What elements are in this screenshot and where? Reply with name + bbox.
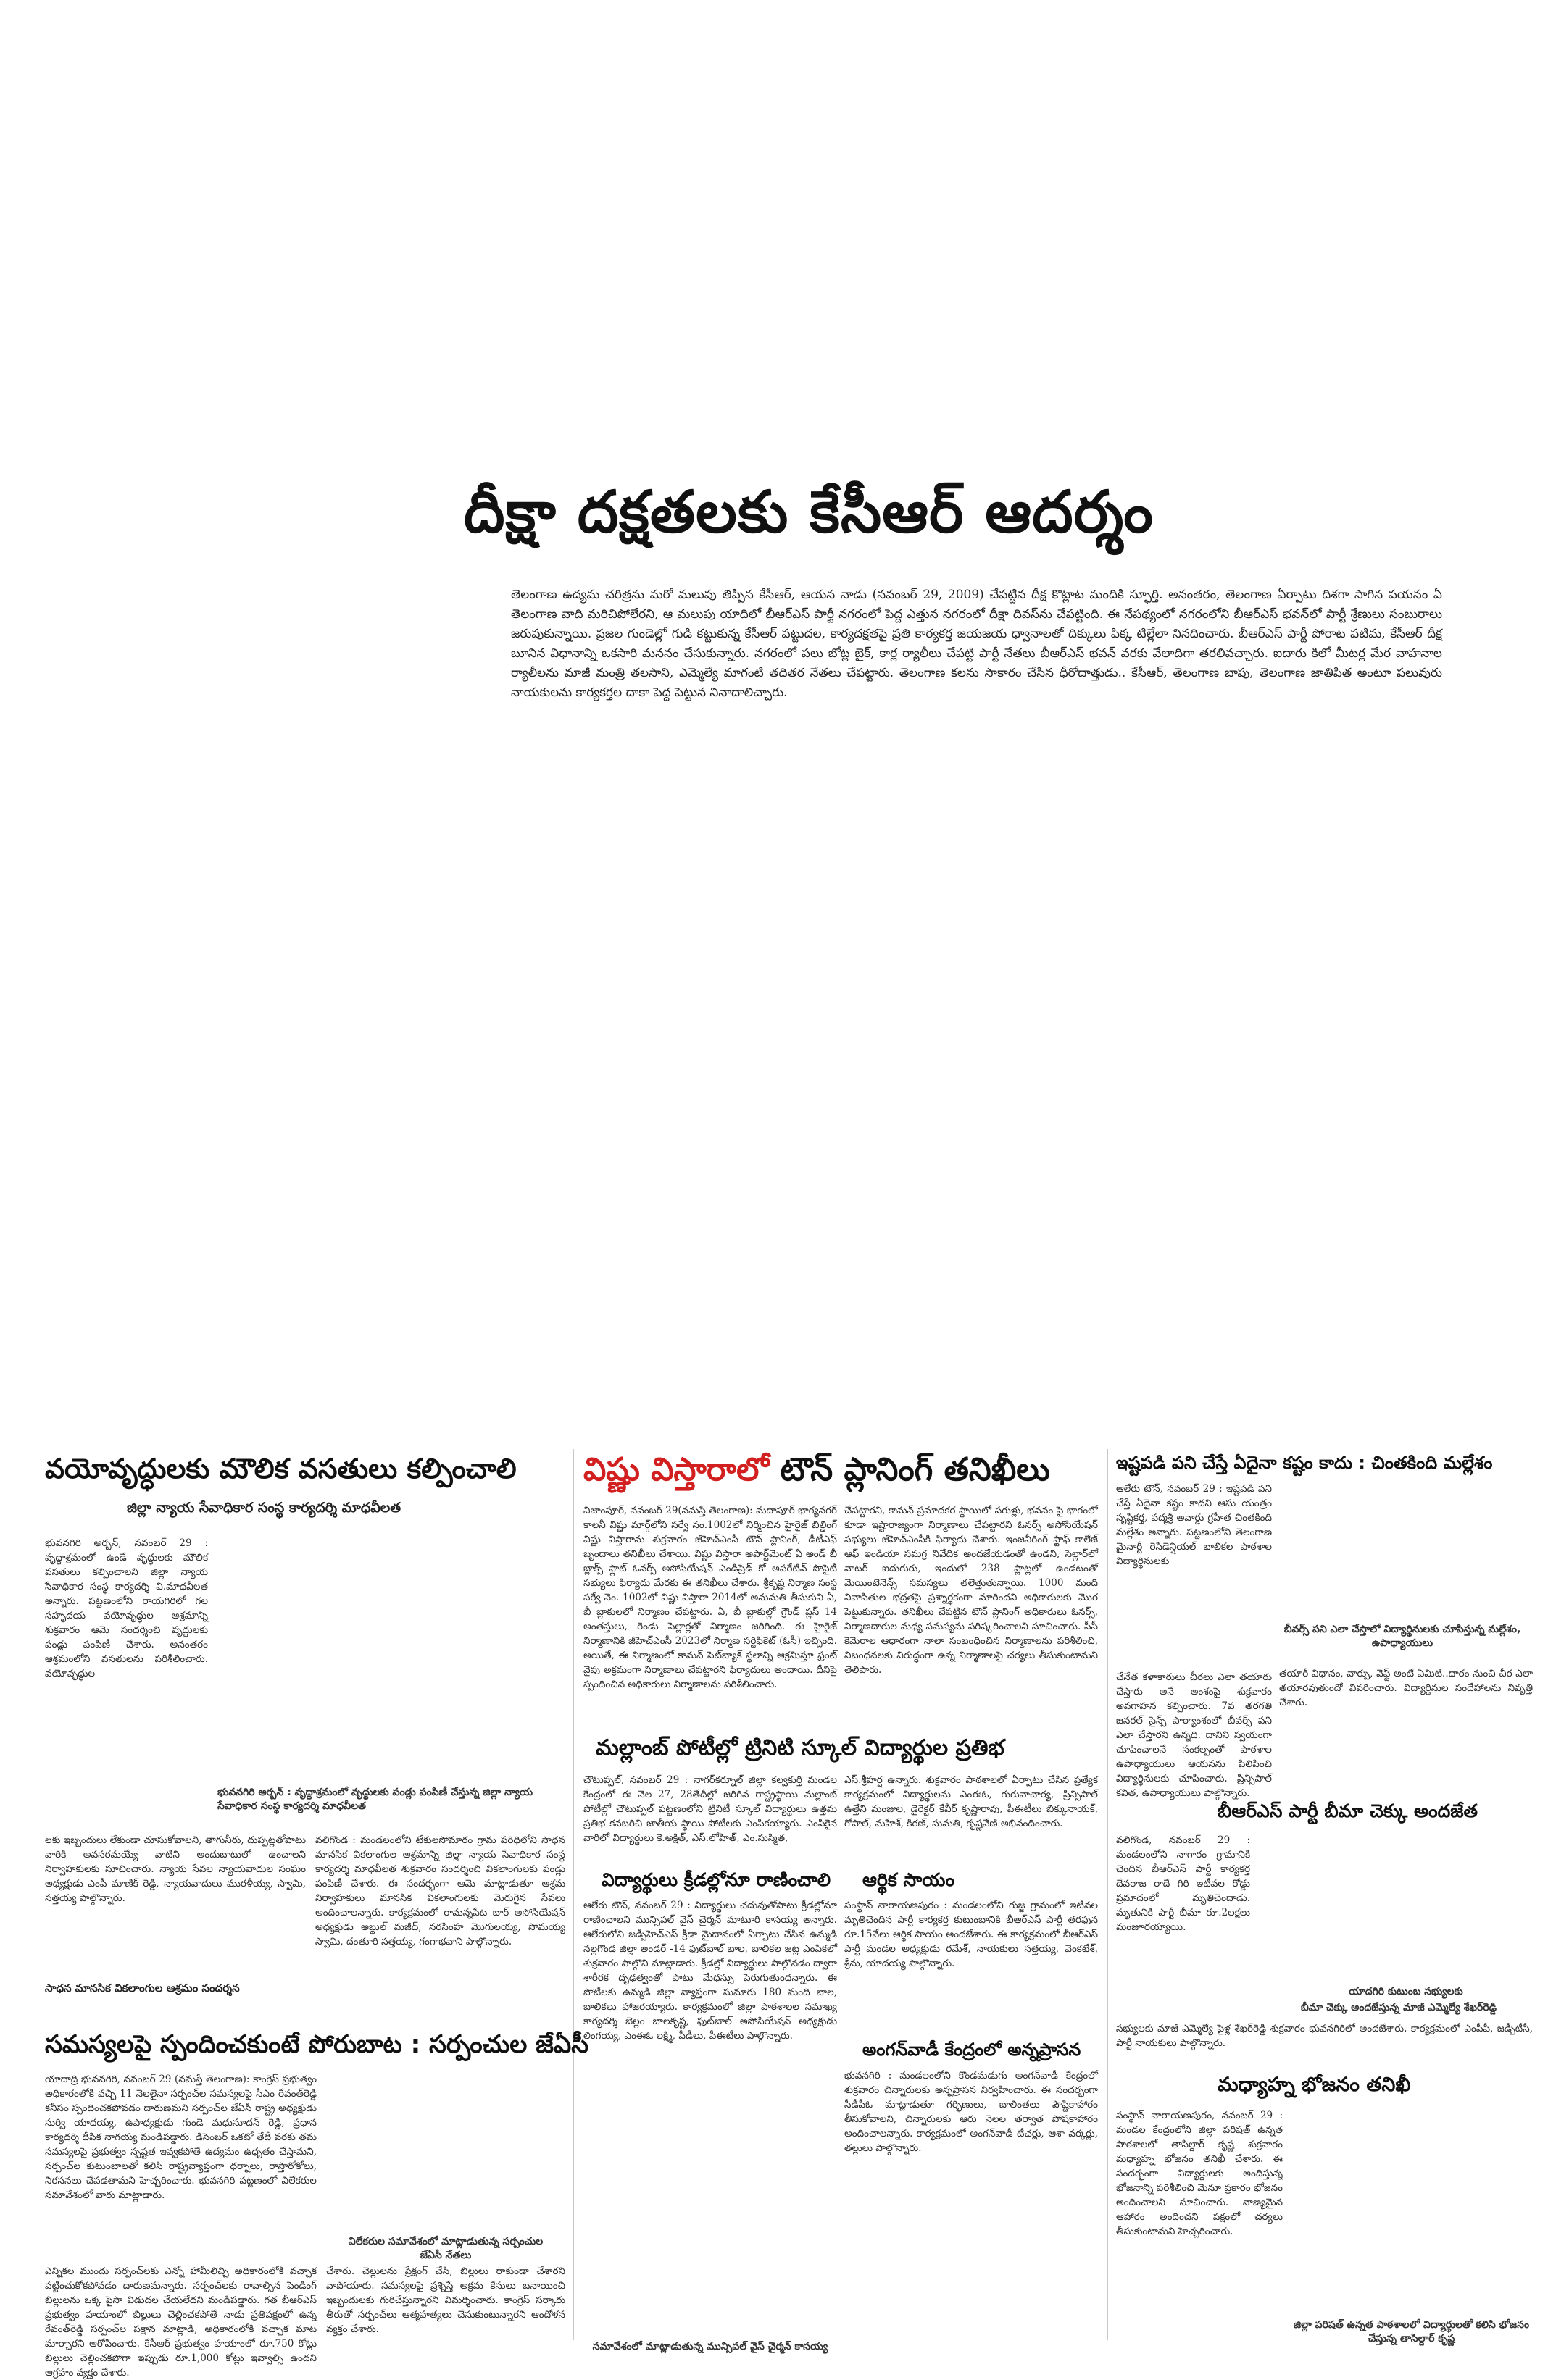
col2-sub2: మల్లాంబ్ పోటీల్లో ట్రినిటి స్కూల్ విద్యార్థుల ప్రతిభ [596, 1735, 1004, 1761]
col1-body-wide: లకు ఇబ్బందులు లేకుండా చూసుకోవాలని, తాగునీరు, దుప్పట్లతోపాటు వారికి అవసరమయ్యే వాటిని అందుబాటులో ఉంచాలని నిర్వాహకులకు సూచించారు. న్యాయ సేవల న్యాయవాదుల సంఘం అధ్యక్షుడు ఎంపీ మాణిక్ రెడ్డి, న్యాయవాదులు మురళీయ్య, స్వామి, సత్తయ్య పాల్గొన్నారు. [45, 1834, 306, 1904]
col3-caption2: బీమా చెక్కు అందజేస్తున్న మాజీ ఎమ్మెల్యే శేఖర్‌రెడ్డి [1300, 2002, 1497, 2013]
news-photo [217, 1532, 565, 1829]
news-photo [1290, 2105, 1533, 2318]
col3-headline: ఇష్టపడి పని చేస్తే ఏదైనా కష్టం కాదు : చింతకింది మల్లేశం [1116, 1453, 1493, 1473]
col2-headline-rest: టౌన్ ప్లానింగ్ తనిఖీలు [769, 1451, 1050, 1488]
col3-caption: బీవర్స్ పని ఎలా చేస్తాలో విద్యార్థినులకు చూపిస్తున్న మల్లేశం, ఉపాధ్యాయులు [1283, 1624, 1521, 1649]
col2-sub2-right: ఎస్.శ్రీహర్ష ఉన్నారు. శుక్రవారం పాఠశాలలో ఏర్పాటు చేసిన ప్రత్యేక కార్యక్రమంలో విద్యార్థులను ఎంఈఓ, గురువాచార్య, ప్రిన్సిపాల్ ఉత్తేని మంజుల, డైరెక్టర్ కేవీర్ కృష్ణారావు, పీఈటీలు బిక్కునాయక్, గోపాల్, మహేశ్, కిరణ్, సుమతి, కృష్ణవేణి అభినందించారు. [844, 1774, 1098, 1829]
col1b-right-text: చేశారు. చెల్లులను ప్రేక్షంగ్ చేసి, బిల్లులు రాకుండా చేశారని వాపోయారు. సమస్యలపై ప్రశ్నిస్తే అక్రమ కేసులు బనాయించి ఇబ్బందులకు గురిచేస్తున్నారని విమర్శించారు. కాంగ్రెస్ సర్కారు తీరుతో సర్పంచ్‌లు ఆత్మహత్యలు చేసుకుంటున్నారని ఆందోళన వ్యక్తం చేశారు. [326, 2266, 565, 2335]
col1-mini-body: వలిగొండ : మండలంలోని టేకులసోమారం గ్రామ పరిధిలోని సాధన మానసిక వికలాంగుల ఆశ్రమాన్ని జిల్లా న్యాయ సేవాధికార సంస్థ కార్యదర్శి మాధవీలత శుక్రవారం సందర్శించి వికలాంగులకు పండ్లు పంపిణీ చేశారు. ఈ సందర్భంగా ఆమె మాట్లాడుతూ ఆశ్రమ నిర్వాహకులు మానసిక వికలాంగులకు మెరుగైన సేవలు అందించాలన్నారు. కార్యక్రమంలో రామన్నపేట బార్ అసోసియేషన్ అధ్యక్షుడు అబ్దుల్ మజీద్, నరసింహ మొగులయ్య, సోమయ్య స్వామి, దంతూరి సత్తయ్య, గంగాభవాని పాల్గొన్నారు. [315, 1834, 565, 1947]
col2-sub2-left: చౌటుప్పల్, నవంబర్ 29 : నాగర్‌కర్నూల్ జిల్లా కల్వకుర్తి మండల కేంద్రంలో ఈ నెల 27, 28తేదీల్లో జరిగిన రాష్ట్రస్థాయి మల్లాంబ్ పోటీల్లో చౌటుప్పల్ పట్టణంలోని ట్రినిటీ స్కూల్ విద్యార్థులు ఉత్తమ ప్రతిభ కనబరిచి జాతీయ స్థాయి పోటీలకు ఎంపికయ్యారు. ఎంపికైన వారిలో విద్యార్థులు కె.అక్షిత్, ఎస్.లోహిత్, ఎం.సుస్మిత, [583, 1774, 837, 1844]
col1b-body-narrow: యాదాద్రి భువనగిరి, నవంబర్ 29 (నమస్తే తెలంగాణ): కాంగ్రెస్ ప్రభుత్వం అధికారంలోకి వచ్చి 11 నెలలైనా సర్పంచ్‌ల సమస్యలపై సీఎం రేవంత్‌రెడ్డి కనీసం స్పందించకపోవడం దారుణమని సర్పంచ్‌ల జేఏసీ రాష్ట్ర అధ్యక్షుడు సుర్వి యాదయ్య, ఉపాధ్యక్షుడు గుండె మధుసూదన్ రెడ్డి, ప్రధాన కార్యదర్శి దీపిక నాగయ్య మండిపడ్డారు. డిసెంబర్ ఒకటో తేదీ వరకు తమ సమస్యలపై ప్రభుత్వం స్పష్టత ఇవ్వకపోతే ఉద్యమం ఉధృతం చేస్తామని, సర్పంచ్‌ల కుటుంబాలతో కలిసి రాష్ట్రవ్యాప్తంగా ధర్నాలు, రాస్తారోకోలు, నిరసనలు చేపడతామని హెచ్చరించారు. భువనగిరి పట్టణంలో విలేకరుల సమావేశంలో వారు మాట్లాడారు. [45, 2074, 317, 2201]
col2-sub5-body: భువనగిరి : మండలంలోని కొండమడుగు అంగన్‌వాడీ కేంద్రంలో శుక్రవారం చిన్నారులకు అన్నప్రాసన నిర్వహించారు. ఈ సందర్భంగా సీడీపీఓ మాట్లాడుతూ గర్భిణులు, బాలింతలు పౌష్టికాహారం తీసుకోవాలని, చిన్నారులకు ఆరు నెలల తర్వాత పోషకాహారం అందించాలన్నారు. కార్యక్రమంలో అంగన్‌వాడీ టీచర్లు, ఆశా వర్కర్లు, తల్లులు పాల్గొన్నారు. [844, 2070, 1098, 2154]
top-story-lede: తెలంగాణ ఉద్యమ చరిత్రను మరో మలుపు తిప్పిన కేసీఆర్, ఆయన నాడు (నవంబర్ 29, 2009) చేపట్టిన దీక్ష కొట్లాట మందికి స్ఫూర్తి. అనంతరం, తెలంగాణ ఏర్పాటు దిశగా సాగిన పయనం ఏ తెలంగాణ వాది మరిచిపోలేరని, ఆ మలుపు యాదిలో బీఆర్ఎస్ పార్టీ నగరంలో పెద్ద ఎత్తున నగరంలో దీక్షా దివస్‌ను చేపట్టింది. ఈ నేపథ్యంలో నగరంలోని బీఆర్ఎస్ భవన్‌లో పార్టీ శ్రేణులు సంబురాలు జరుపుకున్నాయి. ప్రజల గుండెల్లో గుడి కట్టుకున్న కేసీఆర్ పట్టుదల, కార్యదక్షతపై ప్రతి కార్యకర్త జయజయ ధ్వానాలతో దిక్కులు పిక్క టిల్లేలా నినదించారు. బీఆర్ఎస్ పార్టీ పోరాట పటిమ, కేసీఆర్ దీక్ష బూనిన విధానాన్ని ఒకసారి మననం చేసుకున్నారు. నగరంలో పలు బోట్ల బైక్, కార్ల ర్యాలీలు చేపట్టి పార్టీ నేతలు బీఆర్ఎస్ భవన్ వరకు వేలాదిగా తరలివచ్చారు. ఐదారు కిలో మీటర్ల మేర వాహనాల ర్యాలీలను మాజీ మంత్రి తలసాని, ఎమ్మెల్యే మాగంటి తదితర నేతలు చేపట్టారు. తెలంగాణ కలను సాకారం చేసిన ధీరోదాత్తుడు.. కేసీఆర్, తెలంగాణ బాపు, తెలంగాణ జాతిపిత అంటూ పలువురు నాయకులను కార్యకర్తల దాకా పెద్ద పెట్టున నినాదాలిచ్చారు. [511, 588, 1442, 700]
col3-caption2-top: యాదగిరి కుటుంబ సభ్యులకు [1349, 1986, 1463, 1997]
col2-sub5: అంగన్‌వాడీ కేంద్రంలో అన్నప్రాసన [862, 2039, 1081, 2060]
col1-mini-headline: సాధన మానసిక వికలాంగుల ఆశ్రమం సందర్శన [45, 1982, 240, 1995]
col2-sub4: ఆర్థిక సాయం [862, 1869, 955, 1890]
col1b-headline: సమస్యలపై స్పందించకుంటే పోరుబాట : సర్పంచుల జేఏసీ [45, 2030, 589, 2059]
col2-headline [583, 1451, 1050, 1496]
news-photo [844, 2195, 1098, 2347]
col2-body-left: నిజాంపూర్, నవంబర్ 29(నమస్తే తెలంగాణ): మదాపూర్ భాగ్యనగర్ కాలనీ విష్ణు మార్గ్‌లోని సర్వే నం.1002లో నిర్మించిన హైరైజ్ బిల్డింగ్ విష్ణు విస్తారాను శుక్రవారం జీహెచ్ఎంసీ టౌన్ ప్లానింగ్, డీటీఎఫ్ బృందాలు తనిఖీలు చేశాయి. విష్ణు విస్తారా అపార్ట్‌మెంట్ ఏ అండ్ బీ బ్లాక్స్ ఫ్లాట్ ఓనర్స్ అసోసియేషన్ ఎండిప్రెడ్ కో అపరేటివ్ సొసైటీ సభ్యులు ఫిర్యాదు మేరకు ఈ తనిఖీలు చేశారు. శ్రీకృష్ణ నిర్మాణ సంస్థ సర్వే నెం. 1002లో విష్ణు విస్తారా 2014లో అనుమతి తీసుకుని ఏ, బీ బ్లాకులలో నిర్మాణం చేపట్టారు. ఏ, బీ బ్లాకుల్లో గ్రౌండ్ ప్లస్ 14 అంతస్తులు, రెండు సెల్లార్లతో నిర్మాణం జరిగింది. ఈ హైరైజ్ నిర్మాణానికి జీహెచ్ఎంసీ 2023లో నిర్మాణ సర్టిఫికెట్ (ఓసీ) ఇచ్చింది. అయితే, ఈ నిర్మాణంలో కామన్ సెట్‌బ్యాక్ స్థలాన్ని ఆక్రమిస్తూ ఫ్రంట్ వైపు అక్రమంగా నిర్మాణాలు చేపట్టారని ఫిర్యాదులు అందాయి. దీనిపై స్పందించిన అధికారులు నిర్మాణాలను పరిశీలించారు. [583, 1505, 837, 1690]
col3-body-wide: చేనేత కళాకారులు చీరలు ఎలా తయారు చేస్తారు అనే అంశంపై శుక్రవారం అవగాహన కల్పించారు. 7వ తరగతి జనరల్ సైన్స్ పాఠ్యాంశంలో బీవర్స్ పని ఎలా చేస్తారని ఉన్నది. దానిని స్వయంగా చూపించాలనే సంకల్పంతో పాఠశాల ఉపాధ్యాయులు ఆయనను పిలిపించి విద్యార్థినులకు చూపించారు. ప్రిన్సిపాల్ కవిత, ఉపాధ్యాయులు పాల్గొన్నారు. [1116, 1671, 1272, 1799]
col1-headline: వయోవృద్ధులకు మౌలిక వసతులు కల్పించాలి [45, 1453, 517, 1485]
col2-body-right: చేపట్టారని, కామన్ ప్రమాదకర స్థాయిలో పగుళ్లు, భవనం పై భాగంలో కూడా ఇష్టారాజ్యంగా నిర్మాణాలు చేపట్టారని ఓనర్స్ అసోసియేషన్ సభ్యులు జీహెచ్ఎంసీకి ఫిర్యాదు చేశారు. ఇంజనీరింగ్ స్టాఫ్ కాలేజ్ ఆఫ్ ఇండియా సమగ్ర నివేదిక అందజేయడంతో ఉండని, సెల్లార్‌లో వాటర్ ఐదుగురు, ఇందులో 238 ప్లాట్లలో ఉండటంతో మెయింటెనెన్స్ సమస్యలు తలెత్తుతున్నాయి. 1000 మంది నివాసితుల భద్రతపై ప్రశ్నార్థకంగా మారిందని అధికారులకు మొర పెట్టుకున్నారు. తనిఖీలు చేపట్టిన టౌన్ ప్లానింగ్ అధికారులు ఓనర్స్, నిర్మాణదారుల మధ్య సమస్యను పరిష్కరించాలని సూచించారు. సీసీ కెమెరాల ఆధారంగా నాలా సంబంధించిన నిర్మాణాలను పరిశీలించి, నిబంధనలకు విరుద్ధంగా ఉన్న నిర్మాణాలపై చర్యలు తీసుకుంటామని తెలిపారు. [844, 1505, 1098, 1676]
col3-sub3: మధ్యాహ్న భోజనం తనిఖీ [1218, 2074, 1411, 2096]
top-story-headline: దీక్షా దక్షతలకు కేసీఆర్ ఆదర్శం [464, 478, 1154, 546]
col2-sub3: విద్యార్థులు క్రీడల్లోనూ రాణించాలి [602, 1869, 831, 1890]
col3-sub2: బీఆర్ఎస్ పార్టీ బీమా చెక్కు అందజేత [1218, 1800, 1478, 1821]
col3-sub3-narrow: సంస్థాన్ నారాయణపురం, నవంబర్ 29 : మండల కేంద్రంలోని జిల్లా పరిషత్ ఉన్నత పాఠశాలలో తాసిల్దార్ కృష్ణ శుక్రవారం మధ్యాహ్న భోజనం తనిఖీ చేశారు. ఈ సందర్భంగా విద్యార్థులకు అందిస్తున్న భోజనాన్ని పరిశీలించి మెనూ ప్రకారం భోజనం అందించాలని సూచించారు. నాణ్యమైన ఆహారం అందించని పక్షంలో చర్యలు తీసుకుంటామని హెచ్చరించారు. [1116, 2110, 1283, 2237]
column-divider [573, 1449, 574, 2340]
col1-subhead: జిల్లా న్యాయ సేవాధికార సంస్థ కార్యదర్శి మాధవీలత [127, 1500, 401, 1516]
col3-body-right: తయారీ విధానం, వార్పు, వెఫ్ట్ అంటే ఏమిటి..దారం నుంచి చీర ఎలా తయారవుతుందో వివరించారు. విద్యార్థినుల సందేహాలను నివృత్తి చేశారు. [1279, 1668, 1533, 1708]
col2-sub3-body: ఆలేరు టౌన్, నవంబర్ 29 : విద్యార్థులు చదువుతోపాటు క్రీడల్లోనూ రాణించాలని మున్సిపల్ వైస్ చైర్మన్ మాటూరి కాసయ్య అన్నారు. ఆలేరులోని జడ్పీహెచ్ఎస్ క్రీడా మైదానంలో ఏర్పాటు చేసిన ఉమ్మడి నల్లగొండ జిల్లా అండర్ -14 ఫుట్‌బాల్ బాల, బాలికల జట్ల ఎంపికలో శుక్రవారం పాల్గొని మాట్లాడారు. క్రీడల్లో విద్యార్థులు పాల్గొనడం ద్వారా శారీరక దృఢత్వంతో పాటు మేధస్సు పెరుగుతుందన్నారు. ఈ పోటీలకు ఉమ్మడి జిల్లా వ్యాప్తంగా సుమారు 180 మంది బాల, బాలికలు హాజరయ్యారు. కార్యక్రమంలో జిల్లా పాఠశాలల సమాఖ్య కార్యదర్శి బెల్లం బాలకృష్ణ, ఫుట్‌బాల్ అసోసియేషన్ అధ్యక్షుడు లింగయ్య, ఎంఈఓ లక్ష్మి, పీడీలు, పీఈటీలు పాల్గొన్నారు. [583, 1900, 837, 2042]
col2-sub4-body: సంస్థాన్ నారాయణపురం : మండలంలోని గుజ్జ గ్రామంలో ఇటీవల మృతిచెందిన పార్టీ కార్యకర్త కుటుంబానికి బీఆర్ఎస్ పార్టీ తరఫున రూ.15వేలు ఆర్థిక సాయం అందజేశారు. ఈ కార్యక్రమంలో బీఆర్ఎస్ పార్టీ మండల అధ్యక్షుడు రమేశ్, నాయకులు సత్తయ్య, వెంకటేశ్, శ్రీను, యాదయ్య పాల్గొన్నారు. [844, 1900, 1098, 1969]
col3-body-narrow: ఆలేరు టౌన్, నవంబర్ 29 : ఇష్టపడి పని చేస్తే ఏదైనా కష్టం కాదని ఆసు యంత్రం సృష్టికర్త, పద్మశ్రీ అవార్డు గ్రహీత చింతకింది మల్లేశం అన్నారు. పట్టణంలోని తెలంగాణ మైనార్టీ రెసిడెన్షియల్ బాలికల పాఠశాల విద్యార్థినులకు [1116, 1483, 1272, 1567]
news-photo [1257, 1829, 1533, 1985]
news-photo [583, 2195, 837, 2333]
col1b-caption: విలేకరుల సమావేశంలో మాట్లాడుతున్న సర్పంచుల జేఏసీ నేతలు [348, 2236, 544, 2261]
col1-body-narrow: భువనగిరి అర్బన్, నవంబర్ 29 : వృద్ధాశ్రమంలో ఉండే వృద్ధులకు మౌలిక వసతులు కల్పించాలని జిల్లా న్యాయ సేవాధికార సంస్థ కార్యదర్శి వి.మాధవీలత అన్నారు. పట్టణంలోని రాయగిరిలో గల సహృదయ వయోవృద్ధుల ఆశ్రమాన్ని శుక్రవారం ఆమె సందర్శించి వృద్ధులకు పండ్లు పంపిణీ చేశారు. అనంతరం ఆశ్రమంలోని వసతులను పరిశీలించారు. వయోవృద్ధుల [45, 1537, 208, 1679]
col3-sub2-narrow: వలిగొండ, నవంబర్ 29 : మండలంలోని నాగారం గ్రామానికి చెందిన బీఆర్ఎస్ పార్టీ కార్యకర్త దేవరాజ రాదే గిరి ఇటీవల రోడ్డు ప్రమాదంలో మృతిచెందాడు. మృతునికి పార్టీ బీమా రూ.2లక్షలు మంజూరయ్యాయి. [1116, 1834, 1250, 1933]
col2-caption-bottom: సమావేశంలో మాట్లాడుతున్న మున్సిపల్ వైస్ చైర్మన్ కాసయ్య [592, 2341, 828, 2352]
column-divider [1107, 1449, 1108, 2340]
col3-caption3: జిల్లా పరిషత్ ఉన్నత పాఠశాలలో విద్యార్థులతో కలిసి భోజనం చేస్తున్న తాసిల్దార్ కృష్ణ [1293, 2319, 1530, 2344]
col3-sub2-wide: సభ్యులకు మాజీ ఎమ్మెల్యే పైళ్ల శేఖర్‌రెడ్డి శుక్రవారం భువనగిరిలో అందజేశారు. కార్యక్రమంలో ఎంపీపీ, జడ్పీటీసీ, పార్టీ నాయకులు పాల్గొన్నారు. [1116, 2023, 1533, 2049]
col1-caption: భువనగిరి అర్బన్ : వృద్ధాశ్రమంలో వృద్ధులకు పండ్లు పంపిణీ చేస్తున్న జిల్లా న్యాయ సేవాధికార సంస్థ కార్యదర్శి మాధవీలత [217, 1787, 533, 1812]
col2-headline-highlight: విష్ణు విస్తారాలో [583, 1451, 770, 1488]
col1b-body-wide: ఎన్నికల ముందు సర్పంచ్‌లకు ఎన్నో హామీలిచ్చి అధికారంలోకి వచ్చాక పట్టించుకోకపోవడం దారుణమన్నారు. సర్పంచ్‌లకు రావాల్సిన పెండింగ్ బిల్లులను ఒక్క పైసా విడుదల చేయలేదని మండిపడ్డారు. గత బీఆర్ఎస్ ప్రభుత్వం హయాంలో బిల్లులు చెల్లించకపోతే నాడు ప్రతిపక్షంలో ఉన్న రేవంత్‌రెడ్డి సర్పంచ్‌ల పక్షాన మాట్లాడి, అధికారంలోకి వచ్చాక మాట మార్చారని ఆరోపించారు. కేసీఆర్ ప్రభుత్వం హయాంలో రూ.750 కోట్లు బిల్లులు చెల్లించకపోగా ఇప్పుడు రూ.1,000 కోట్లు ఇవ్వాల్సి ఉందని ఆగ్రహం వ్యక్తం చేశారు. [45, 2266, 317, 2379]
